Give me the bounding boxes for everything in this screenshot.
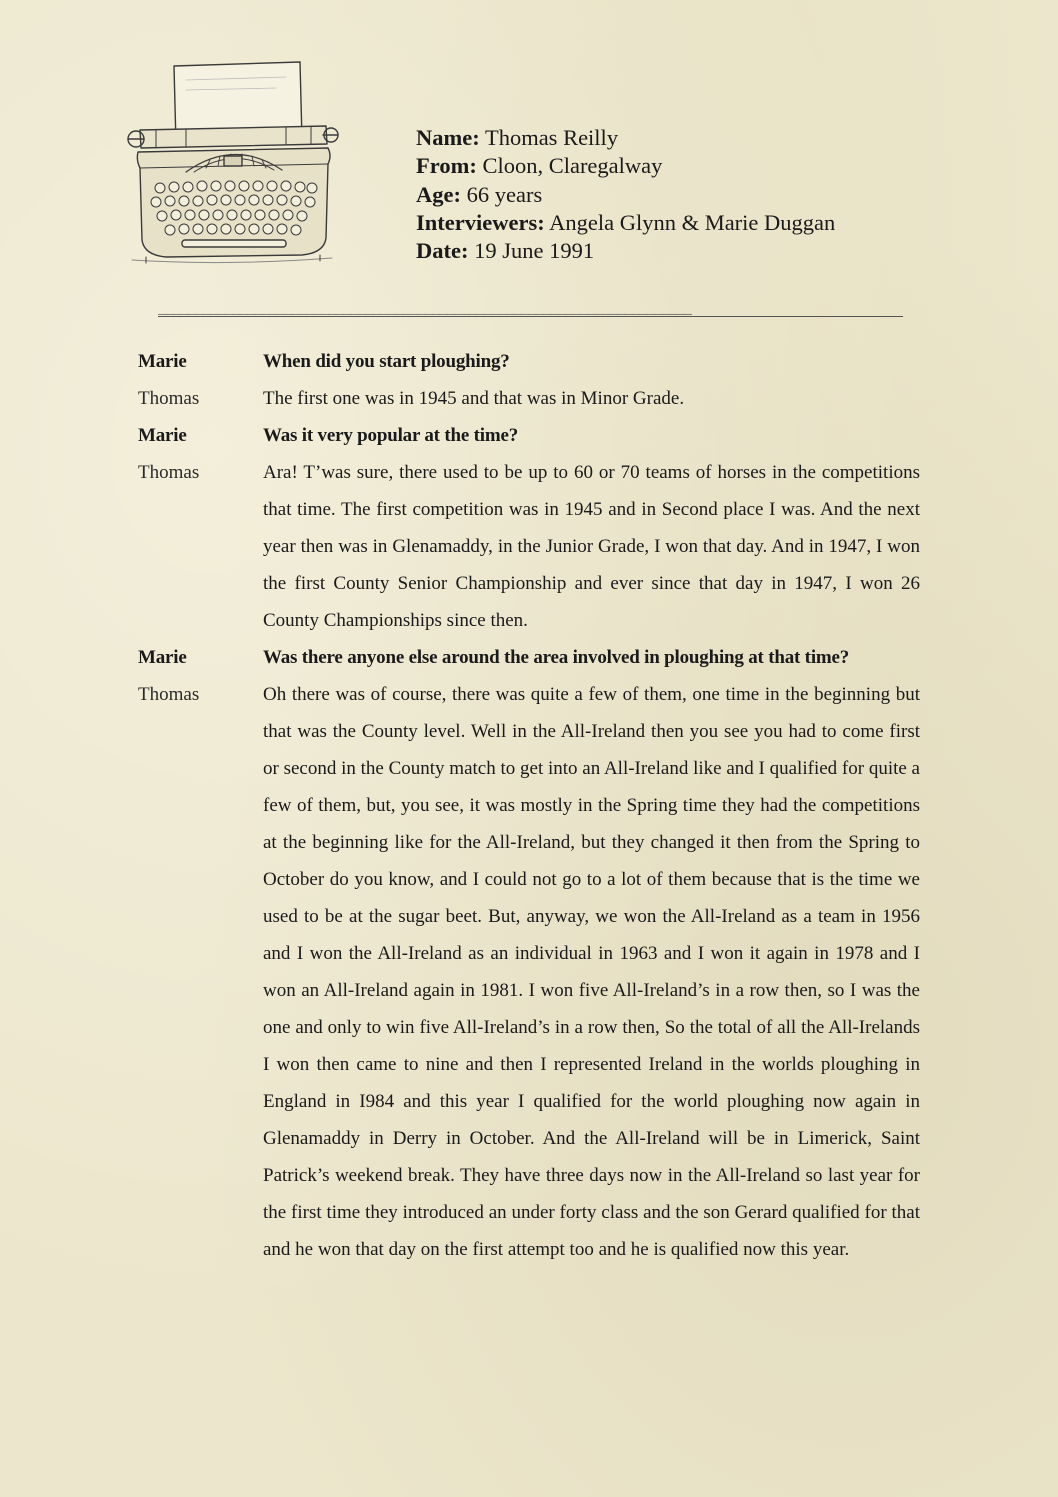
transcript-entry <box>138 454 920 639</box>
question-text: Was it very popular at the time? <box>263 425 519 446</box>
speaker-name: Thomas <box>138 388 200 409</box>
typewriter-illustration <box>126 60 340 270</box>
from-label: From: <box>416 153 477 179</box>
interview-details <box>416 124 835 265</box>
speaker-name: Marie <box>138 647 187 668</box>
transcript-entry <box>138 639 920 676</box>
date-value: 19 June 1991 <box>474 238 595 264</box>
answer-text: Oh there was of course, there was quite a few of them, one time in the beginning but that was the County level. Well in the All-Ireland then you see you had to come first or second in the County match to get into an All-Ireland like and I qualified for quite a few of them, but, you see, it was mostly in the Spring time they had the competitions at the beginning like for the All-Ireland, but they changed it then from the Spring to October do you know, and I could not go to a lot of them because that is the time we used to be at the sugar beet. But, anyway, we won the All-Ireland as a team in 1956 and I won the All-Ireland as an individual in 1963 and I won it again in 1978 and I won an All-Ireland again in 1981. I won five All-Ireland’s in a row then, so I was the one and only to win five All-Ireland’s in a row then, So the total of all the All-Irelands I won then came to nine and then I represented Ireland in the worlds ploughing in England in I984 and this year I qualified for the world ploughing now again in Glenamaddy in Derry in October. And the All-Ireland will be in Limerick, Saint Patrick’s weekend break. They have three days now in the All-Ireland so last year for the first time they introduced an under forty class and the son Gerard qualified for that and he won that day on the first attempt too and he is qualified now this year. <box>263 684 920 1260</box>
name-label: Name: <box>416 125 480 150</box>
detail-from <box>416 152 835 180</box>
from-value: Cloon, Claregalway <box>482 153 663 179</box>
transcript-entry <box>138 380 920 417</box>
age-value: 66 years <box>466 181 543 207</box>
name-value: Thomas Reilly <box>484 125 619 150</box>
transcript-entry <box>138 676 920 1268</box>
transcript-entry <box>138 343 920 380</box>
speaker-name: Thomas <box>138 462 200 483</box>
detail-interviewers <box>416 209 835 237</box>
question-text: Was there anyone else around the area involved in ploughing at that time? <box>263 647 850 668</box>
detail-age <box>416 181 835 209</box>
speaker-name: Marie <box>138 425 187 446</box>
detail-name <box>416 124 835 152</box>
speaker-name: Marie <box>138 351 187 372</box>
divider-line: ________________________________________________________________________ <box>158 302 903 320</box>
speaker-name: Thomas <box>138 684 200 705</box>
transcript-entry <box>138 417 920 454</box>
answer-text: The first one was in 1945 and that was in Minor Grade. <box>263 388 685 409</box>
question-text: When did you start ploughing? <box>263 351 510 372</box>
transcript <box>138 343 920 1268</box>
interviewers-value: Angela Glynn & Marie Duggan <box>549 209 836 235</box>
date-label: Date: <box>416 238 469 264</box>
answer-text: Ara! T’was sure, there used to be up to 60 or 70 teams of horses in the competitions that time. The first competition was in 1945 and in Second place I was. And the next year then was in Glenamaddy, in the Junior Grade, I won that day. And in 1947, I won the first County Senior Championship and ever since that day in 1947, I won 26 County Championships since then. <box>263 462 920 631</box>
detail-date <box>416 237 835 265</box>
interviewers-label: Interviewers: <box>416 209 545 235</box>
age-label: Age: <box>416 181 461 207</box>
